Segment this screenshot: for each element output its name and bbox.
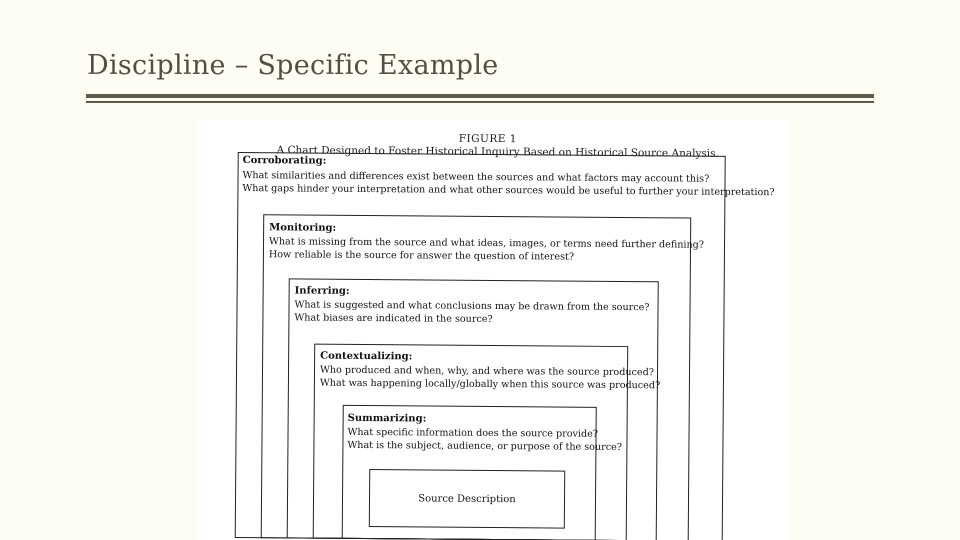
slide-title: Discipline – Specific Example <box>87 50 499 81</box>
figure-scan <box>198 120 788 540</box>
label-monitoring: Monitoring: <box>269 222 337 234</box>
question-monitoring-1: What is missing from the source and what ideas, images, or terms need further defining? <box>268 236 704 251</box>
question-inferring-2: What biases are indicated in the source? <box>294 312 493 326</box>
figure-number: FIGURE 1 <box>458 132 518 146</box>
label-contextualizing: Contextualizing: <box>320 350 413 363</box>
question-summarizing-1: What specific information does the source provide? <box>347 426 598 440</box>
question-corroborating-2: What gaps hinder your interpretation and what other sources would be useful to further your interpretation? <box>242 183 775 199</box>
label-summarizing: Summarizing: <box>347 412 427 425</box>
question-inferring-1: What is suggested and what conclusions may be drawn from the source? <box>294 299 650 314</box>
title-divider-thick <box>86 94 874 98</box>
box-source-description <box>369 469 565 529</box>
question-monitoring-2: How reliable is the source for answer the question of interest? <box>268 249 575 263</box>
question-corroborating-1: What similarities and differences exist between the sources and what factors may account this? <box>242 170 710 185</box>
label-corroborating: Corroborating: <box>242 155 327 167</box>
figure-caption: A Chart Designed to Foster Historical Inquiry Based on Historical Source Analysis. <box>276 144 719 160</box>
question-summarizing-2: What is the subject, audience, or purpose of the source? <box>347 439 622 454</box>
source-description-label: Source Description <box>418 493 516 506</box>
title-divider-thin <box>86 101 874 103</box>
question-contextualizing-1: Who produced and when, why, and where was the source produced? <box>319 364 654 379</box>
label-inferring: Inferring: <box>294 285 350 297</box>
figure-content <box>198 120 788 540</box>
question-contextualizing-2: What was happening locally/globally when this source was produced? <box>319 377 661 392</box>
